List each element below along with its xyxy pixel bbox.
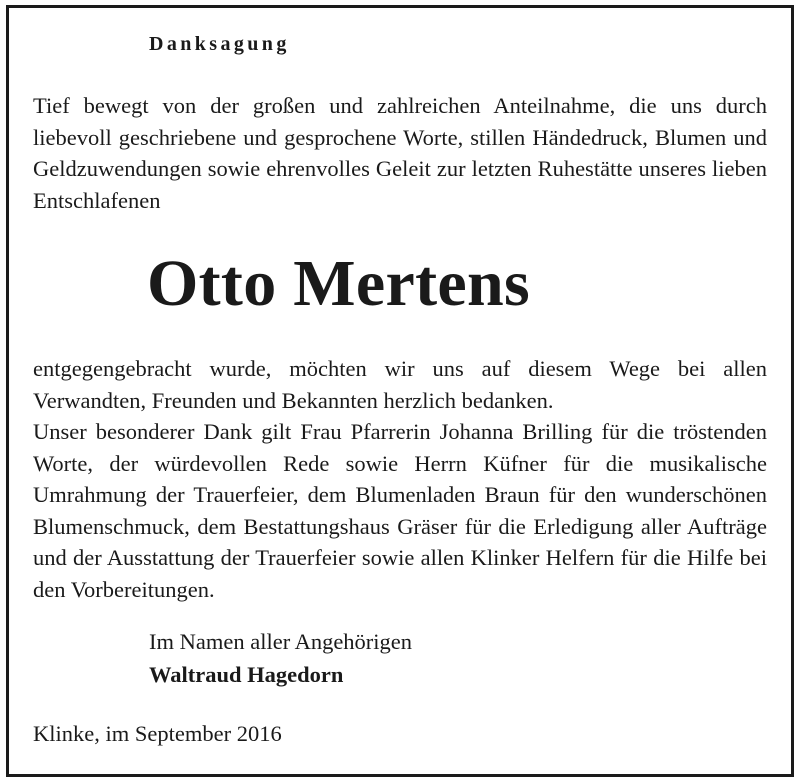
intro-paragraph: Tief bewegt von der großen und zahlreichen Anteilnahme, die uns durch liebevoll geschriebene und gesprochene Worte, stillen Händedruck, Blumen und Geldzuwendungen sowie ehrenvolles Geleit zur letzten Ruhestätte unseres lieben Entschlafenen bbox=[33, 93, 767, 213]
thanks-paragraph: entgegengebracht wurde, möchten wir uns auf diesem Wege bei allen Verwandten, Freunden und Bekannten herzlich bedanken. bbox=[33, 356, 767, 413]
place-date: Klinke, im September 2016 bbox=[33, 721, 282, 746]
signoff-line: Im Namen aller Angehörigen bbox=[149, 629, 413, 654]
deceased-name: Otto Mertens bbox=[147, 247, 530, 320]
special-thanks-paragraph: Unser besonderer Dank gilt Frau Pfarrerin Johanna Brilling für die tröstenden Worte, der würdevollen Rede sowie Herrn Küfner für die musikalische Umrahmung der Trauerfeier, dem Blumenladen Braun für den wunderschönen Blumenschmuck, dem Bestattungshaus Gräser für die Erledigung aller Aufträge und der Ausstattung der Trauerfeier sowie allen Klinker Helfern für die Hilfe bei den Vorbereitungen. bbox=[33, 419, 767, 602]
notice-heading: Danksagung bbox=[149, 33, 290, 55]
signer-name: Waltraud Hagedorn bbox=[149, 662, 344, 687]
